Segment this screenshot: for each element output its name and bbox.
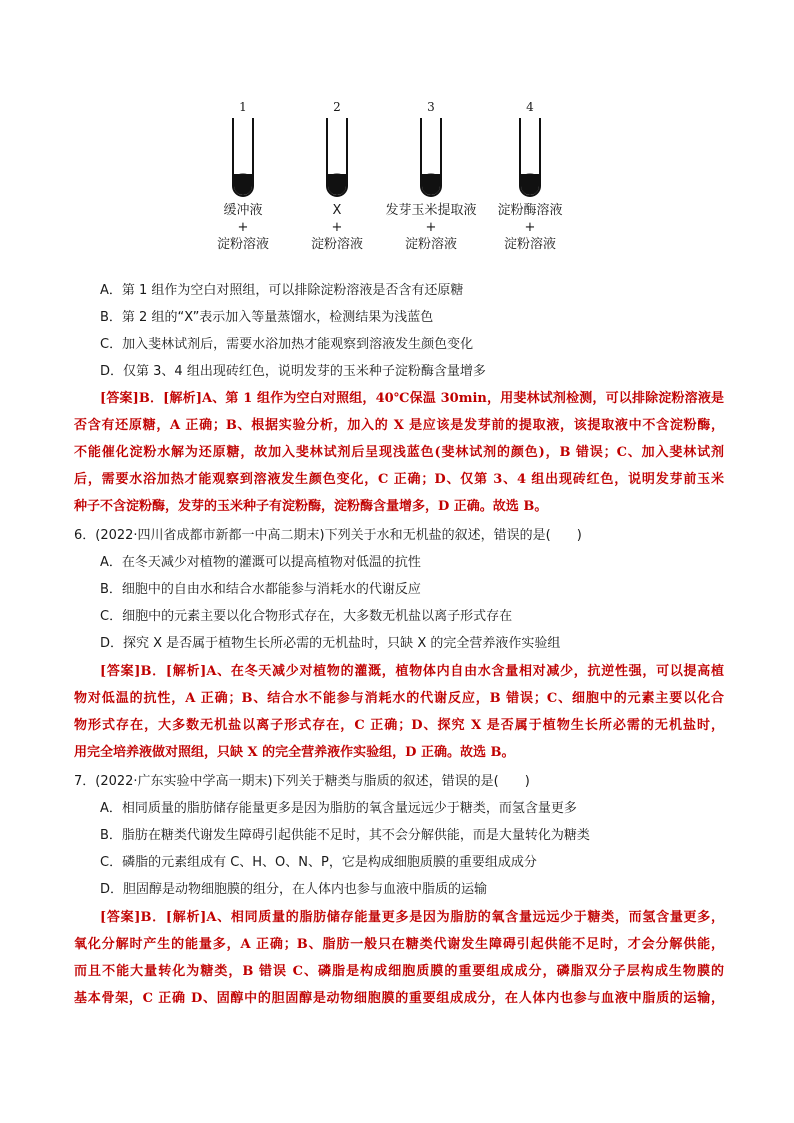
q5-answer-line: 种子不含淀粉酶，发芽的玉米种子有淀粉酶，淀粉酶含量增多，D 正确。故选 B。 (74, 499, 548, 514)
q5-option-c: C．加入斐林试剂后，需要水浴加热才能观察到溶液发生颜色变化 (100, 337, 474, 352)
q6-answer-line: [答案]B．[解析]A、在冬天减少对植物的灌溉，植物体内自由水含量相对减少，抗逆性强，可以提高植 (100, 664, 724, 679)
test-tube-icon (518, 116, 542, 202)
tube-top-label: 缓冲液 (223, 203, 263, 218)
tube-plus: + (425, 220, 437, 235)
tube-bottom-label: 淀粉溶液 (503, 237, 556, 252)
test-tube-icon (419, 116, 443, 202)
q7-answer-line: [答案]B．[解析]A、相同质量的脂肪储存能量更多是因为脂肪的氧含量远远少于糖类，而氢含量更多， (100, 910, 724, 925)
q5-option-b: B．第 2 组的“X”表示加入等量蒸馏水，检测结果为浅蓝色 (100, 310, 434, 325)
q6-option-d: D．探究 X 是否属于植物生长所必需的无机盐时，只缺 X 的完全营养液作实验组 (100, 636, 561, 651)
test-tube-4 (470, 100, 590, 253)
tube-top-label: X (332, 203, 342, 218)
q7-stem: 7．(2022·广东实验中学高一期末)下列关于糖类与脂质的叙述，错误的是( ) (74, 774, 530, 789)
tube-bottom-label: 淀粉溶液 (404, 237, 457, 252)
q7-option-d: D．胆固醇是动物细胞膜的组分，在人体内也参与血液中脂质的运输 (100, 882, 488, 897)
tube-number: 2 (333, 100, 341, 114)
q7-answer-line: 而且不能大量转化为糖类，B 错误 C、磷脂是构成细胞质膜的重要组成成分，磷脂双分子层构成生物膜的 (74, 964, 724, 979)
tube-plus: + (237, 220, 249, 235)
tube-plus: + (524, 220, 536, 235)
tube-plus: + (331, 220, 343, 235)
q6-stem: 6．(2022·四川省成都市新都一中高二期末)下列关于水和无机盐的叙述，错误的是( ) (74, 528, 582, 543)
q5-answer-line: [答案]B．[解析]A、第 1 组作为空白对照组，40℃保温 30min，用斐林试剂检测，可以排除淀粉溶液是 (100, 391, 724, 406)
tube-bottom-label: 淀粉溶液 (310, 237, 363, 252)
tube-bottom-label: 淀粉溶液 (216, 237, 269, 252)
q7-answer-line: 氧化分解时产生的能量多，A 正确；B、脂肪一般只在糖类代谢发生障碍引起供能不足时，才会分解供能， (74, 937, 724, 952)
q6-answer-line: 物对低温的抗性，A 正确；B、结合水不能参与消耗水的代谢反应，B 错误；C、细胞中的元素主要以化合 (74, 691, 724, 706)
test-tube-icon (325, 116, 349, 202)
q6-option-b: B．细胞中的自由水和结合水都能参与消耗水的代谢反应 (100, 582, 421, 597)
tube-number: 4 (526, 100, 534, 114)
test-tube-figure (0, 100, 794, 270)
q5-answer-line: 后，需要水浴加热才能观察到溶液发生颜色变化，C 正确；D、仅第 3、4 组出现砖红色，说明发芽前玉米 (74, 472, 724, 487)
q7-answer-line: 基本骨架，C 正确 D、固醇中的胆固醇是动物细胞膜的重要组成成分，在人体内也参与血液中脂质的运输， (74, 991, 724, 1006)
test-tube-icon (231, 116, 255, 202)
q7-option-c: C．磷脂的元素组成有 C、H、O、N、P，它是构成细胞质膜的重要组成成分 (100, 855, 537, 870)
tube-number: 1 (239, 100, 247, 114)
tube-top-label: 淀粉酶溶液 (497, 203, 563, 218)
q5-answer-line: 否含有还原糖，A 正确；B、根据实验分析，加入的 X 是应该是发芽前的提取液，该提取液中不含淀粉酶， (74, 418, 724, 433)
q7-option-a: A．相同质量的脂肪储存能量更多是因为脂肪的氧含量远远少于糖类，而氢含量更多 (100, 801, 577, 816)
q6-option-a: A．在冬天减少对植物的灌溉可以提高植物对低温的抗性 (100, 555, 421, 570)
tube-number: 3 (427, 100, 435, 114)
q5-option-a: A．第 1 组作为空白对照组，可以排除淀粉溶液是否含有还原糖 (100, 283, 464, 298)
q6-option-c: C．细胞中的元素主要以化合物形式存在，大多数无机盐以离子形式存在 (100, 609, 513, 624)
q6-answer-line: 用完全培养液做对照组，只缺 X 的完全营养液作实验组，D 正确。故选 B。 (74, 745, 515, 760)
tube-top-label: 发芽玉米提取液 (385, 203, 477, 218)
q5-answer-line: 不能催化淀粉水解为还原糖，故加入斐林试剂后呈现浅蓝色(斐林试剂的颜色)，B 错误；C、加入斐林试剂 (74, 445, 724, 460)
q6-answer-line: 物形式存在，大多数无机盐以离子形式存在，C 正确；D、探究 X 是否属于植物生长所必需的无机盐时， (74, 718, 724, 733)
q7-option-b: B．脂肪在糖类代谢发生障碍引起供能不足时，其不会分解供能，而是大量转化为糖类 (100, 828, 590, 843)
q5-option-d: D．仅第 3、4 组出现砖红色，说明发芽的玉米种子淀粉酶含量增多 (100, 364, 486, 379)
